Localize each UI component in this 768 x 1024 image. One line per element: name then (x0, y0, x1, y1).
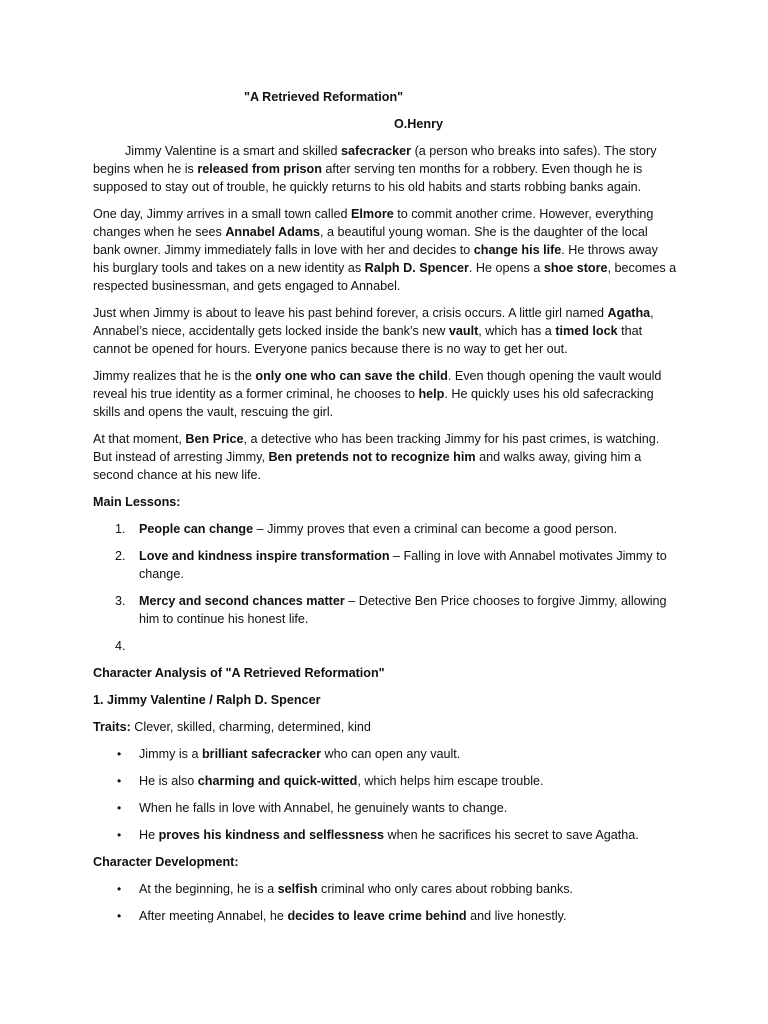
traits-line (93, 718, 677, 736)
text-run: that cannot be opened for hours. Everyone panics because there is no way to get her out. (93, 324, 643, 356)
text-run: He is also (139, 774, 198, 788)
bold-run: shoe store (543, 261, 608, 275)
text-run: . Even though opening the vault would reveal his true identity as a former criminal, he chooses to (93, 369, 662, 401)
list-number: 2. (115, 549, 126, 563)
text-run: . He quickly uses his old safecracking skills and opens the vault, rescuing the girl. (93, 387, 654, 419)
text-run: Jimmy Valentine is a smart and skilled (125, 144, 342, 158)
bold-run: released from prison (197, 162, 322, 176)
list-item (93, 637, 677, 655)
bold-run: vault (448, 324, 479, 338)
text-run: , becomes a respected businessman, and gets engaged to Annabel. (93, 261, 677, 293)
list-item (93, 826, 677, 844)
list-number: 3. (115, 594, 126, 608)
bullet-icon: • (117, 801, 122, 815)
list-item (93, 547, 677, 583)
bullet-icon: • (117, 882, 122, 896)
text-run: criminal who only cares about robbing banks. (317, 882, 574, 896)
text-run: , a beautiful young woman. She is the daughter of the local bank owner. Jimmy immediately falls in love with her and decides to (93, 225, 648, 257)
text-run: At that moment, (93, 432, 186, 446)
text-run: . He throws away his burglary tools and takes on a new identity as (93, 243, 658, 275)
analysis-heading: Character Analysis of "A Retrieved Reformation" (93, 666, 385, 680)
development-heading: Character Development: (93, 855, 239, 869)
list-number: 4. (115, 639, 126, 653)
text-run: and walks away, giving him a second chance at his new life. (93, 450, 642, 482)
traits-text: Clever, skilled, charming, determined, kind (130, 720, 371, 734)
bold-run: Ralph D. Spencer (364, 261, 469, 275)
text-run: – Falling in love with Annabel motivates Jimmy to change. (139, 549, 667, 581)
lessons-list (93, 520, 677, 655)
list-number: 1. (115, 522, 126, 536)
development-list (93, 880, 677, 925)
bold-run: Ben pretends not to recognize him (268, 450, 476, 464)
bullet-icon: • (117, 774, 122, 788)
text-run: when he sacrifices his secret to save Agatha. (384, 828, 639, 842)
bold-run: Elmore (351, 207, 394, 221)
text-run: Jimmy realizes that he is the (93, 369, 256, 383)
text-run: who can open any vault. (320, 747, 461, 761)
lessons-heading: Main Lessons: (93, 495, 181, 509)
list-item (93, 799, 677, 817)
bullet-icon: • (117, 747, 122, 761)
text-run: after serving ten months for a robbery. Even though he is supposed to stay out of trouble, he quickly returns to his old habits and starts robbing banks again. (93, 162, 643, 194)
traits-list (93, 745, 677, 844)
text-run: , Annabel’s niece, accidentally gets locked inside the bank’s new (93, 306, 654, 338)
paragraph-elmore (93, 205, 677, 295)
text-run: Jimmy is a (139, 747, 202, 761)
bold-run: Ben Price (185, 432, 244, 446)
bold-run: Mercy and second chances matter (139, 594, 345, 608)
bold-run: Annabel Adams (225, 225, 321, 239)
text-run: At the beginning, he is a (139, 882, 278, 896)
text-run: – Detective Ben Price chooses to forgive Jimmy, allowing him to continue his honest life. (139, 594, 667, 626)
list-item (93, 880, 677, 898)
text-run: , which has a (478, 324, 556, 338)
list-item (93, 592, 677, 628)
document-body (93, 142, 677, 934)
bold-run: only one who can save the child (255, 369, 448, 383)
list-item (93, 745, 677, 763)
text-run: , which helps him escape trouble. (357, 774, 544, 788)
paragraph-rescue (93, 367, 677, 421)
bullet-icon: • (117, 909, 122, 923)
paragraph-intro (93, 142, 677, 196)
bold-run: charming and quick-witted (197, 774, 358, 788)
text-run: One day, Jimmy arrives in a small town called (93, 207, 352, 221)
bold-run: Agatha (607, 306, 651, 320)
paragraph-ben-price (93, 430, 677, 484)
bold-run: help (418, 387, 445, 401)
list-item (93, 772, 677, 790)
bullet-icon: • (117, 828, 122, 842)
document-title: "A Retrieved Reformation" (244, 90, 404, 104)
paragraph-crisis (93, 304, 677, 358)
text-run: – Jimmy proves that even a criminal can become a good person. (253, 522, 618, 536)
text-run: and live honestly. (466, 909, 567, 923)
text-run: (a person who breaks into safes). The story begins when he is (93, 144, 657, 176)
bold-run: timed lock (555, 324, 618, 338)
text-run: After meeting Annabel, he (139, 909, 288, 923)
list-item (93, 907, 677, 925)
bold-run: decides to leave crime behind (287, 909, 467, 923)
bold-run: People can change (139, 522, 254, 536)
bold-run: change his life (473, 243, 562, 257)
traits-label: Traits: (93, 720, 131, 734)
text-run: Just when Jimmy is about to leave his past behind forever, a crisis occurs. A little girl named (93, 306, 608, 320)
bold-run: brilliant safecracker (201, 747, 321, 761)
character-subheading: 1. Jimmy Valentine / Ralph D. Spencer (93, 693, 321, 707)
bold-run: selfish (277, 882, 318, 896)
text-run: When he falls in love with Annabel, he genuinely wants to change. (139, 801, 508, 815)
text-run: to commit another crime. However, everything changes when he sees (93, 207, 654, 239)
document-author: O.Henry (394, 117, 443, 131)
text-run: He (139, 828, 159, 842)
list-item (93, 520, 677, 538)
text-run: . He opens a (468, 261, 544, 275)
bold-run: Love and kindness inspire transformation (139, 549, 390, 563)
text-run: , a detective who has been tracking Jimmy for his past crimes, is watching. But instead of arresting Jimmy, (93, 432, 660, 464)
bold-run: proves his kindness and selflessness (158, 828, 384, 842)
bold-run: safecracker (341, 144, 412, 158)
